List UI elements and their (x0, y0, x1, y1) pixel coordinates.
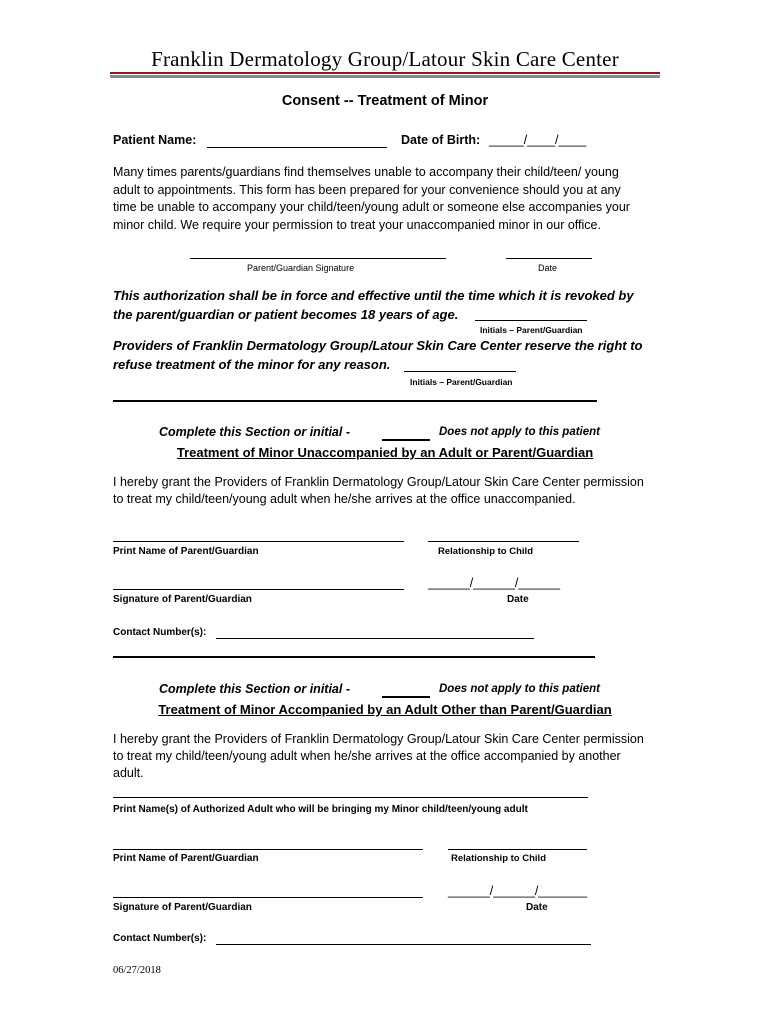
intro-line: Many times parents/guardians find themselves unable to accompany their child/teen/ young (113, 165, 619, 179)
authorized-adult-name-field[interactable] (113, 797, 588, 798)
accompanied-contact-field[interactable] (216, 944, 591, 945)
refusal-line-2: refuse treatment of the minor for any reason. (113, 357, 391, 372)
accompanied-signature-field[interactable] (113, 897, 423, 898)
intro-line: time be unable to accompany your child/teen/young adult or someone else accompanies your (113, 200, 630, 214)
unaccompanied-grant-line-2: to treat my child/teen/young adult when he/she arrives at the office unaccompanied. (113, 492, 576, 506)
refusal-initials-label: Initials – Parent/Guardian (410, 377, 513, 387)
unaccompanied-instruction: Complete this Section or initial - (159, 425, 350, 439)
unaccompanied-print-name-field[interactable] (113, 541, 404, 542)
unaccompanied-contact-field[interactable] (216, 638, 534, 639)
revision-date: 06/27/2018 (113, 965, 161, 976)
unaccompanied-not-apply: Does not apply to this patient (439, 426, 601, 438)
unaccompanied-initial-field[interactable] (382, 439, 430, 441)
intro-line: adult to appointments. This form has been prepared for your convenience should you at any (113, 182, 621, 197)
letterhead-rule-red (110, 72, 660, 74)
accompanied-contact-label: Contact Number(s): (113, 933, 207, 944)
authorization-initials-label: Initials – Parent/Guardian (480, 325, 583, 335)
accompanied-print-name-field[interactable] (113, 849, 423, 850)
accompanied-grant-line-2: to treat my child/teen/young adult when he/she arrives at the office accompanied by another (113, 749, 621, 763)
authorization-line-1: This authorization shall be in force and effective until the time which it is revoked by (113, 288, 634, 303)
accompanied-relationship-label: Relationship to Child (451, 853, 546, 864)
authorized-adult-label: Print Name(s) of Authorized Adult who will be bringing my Minor child/teen/young adult (113, 804, 528, 815)
unaccompanied-print-name-label: Print Name of Parent/Guardian (113, 546, 259, 557)
patient-name-label: Patient Name: (113, 133, 197, 147)
accompanied-print-name-label: Print Name of Parent/Guardian (113, 853, 259, 864)
accompanied-signature-label: Signature of Parent/Guardian (113, 902, 252, 913)
accompanied-initial-field[interactable] (382, 696, 430, 698)
form-title: Consent -- Treatment of Minor (281, 93, 489, 109)
unaccompanied-date-field[interactable]: ______/______/______ (428, 576, 561, 590)
intro-line: minor child. We require your permission to treat your unaccompanied minor in our office. (113, 217, 601, 232)
authorization-line-2: the parent/guardian or patient becomes 18 years of age. (113, 307, 459, 322)
unaccompanied-signature-field[interactable] (113, 589, 404, 590)
accompanied-instruction: Complete this Section or initial - (159, 682, 350, 696)
unaccompanied-contact-label: Contact Number(s): (113, 627, 207, 638)
unaccompanied-heading: Treatment of Minor Unaccompanied by an Adult or Parent/Guardian (176, 445, 594, 460)
unaccompanied-date-label: Date (507, 594, 529, 605)
section-divider (113, 656, 595, 658)
parent-signature-label: Parent/Guardian Signature (247, 263, 355, 273)
accompanied-date-label: Date (526, 902, 548, 913)
letterhead-rule-gray (110, 75, 660, 78)
accompanied-heading: Treatment of Minor Accompanied by an Adult Other than Parent/Guardian (158, 702, 612, 717)
accompanied-grant-line-1: I hereby grant the Providers of Franklin Dermatology Group/Latour Skin Care Center permission (113, 732, 644, 746)
unaccompanied-signature-label: Signature of Parent/Guardian (113, 594, 252, 605)
accompanied-relationship-field[interactable] (448, 849, 587, 850)
unaccompanied-relationship-field[interactable] (428, 541, 579, 542)
section-divider (113, 400, 597, 402)
accompanied-not-apply: Does not apply to this patient (439, 683, 601, 695)
signature-date-field[interactable] (506, 258, 592, 259)
parent-signature-field[interactable] (190, 258, 446, 259)
accompanied-date-field[interactable]: ______/______/_______ (448, 884, 588, 898)
dob-label: Date of Birth: (401, 133, 481, 147)
patient-name-field[interactable] (207, 147, 387, 148)
signature-date-label: Date (538, 263, 558, 273)
refusal-line-1: Providers of Franklin Dermatology Group/Latour Skin Care Center reserve the right to (113, 338, 643, 353)
unaccompanied-relationship-label: Relationship to Child (438, 546, 533, 557)
letterhead-title: Franklin Dermatology Group/Latour Skin Care Center (151, 47, 619, 71)
authorization-initials-field[interactable] (475, 320, 587, 321)
dob-field[interactable]: _____/____/____ (489, 133, 587, 147)
accompanied-grant-line-3: adult. (113, 766, 144, 780)
unaccompanied-grant-line-1: I hereby grant the Providers of Franklin Dermatology Group/Latour Skin Care Center permission (113, 475, 644, 489)
refusal-initials-field[interactable] (404, 371, 516, 372)
intro-paragraph (113, 164, 630, 234)
